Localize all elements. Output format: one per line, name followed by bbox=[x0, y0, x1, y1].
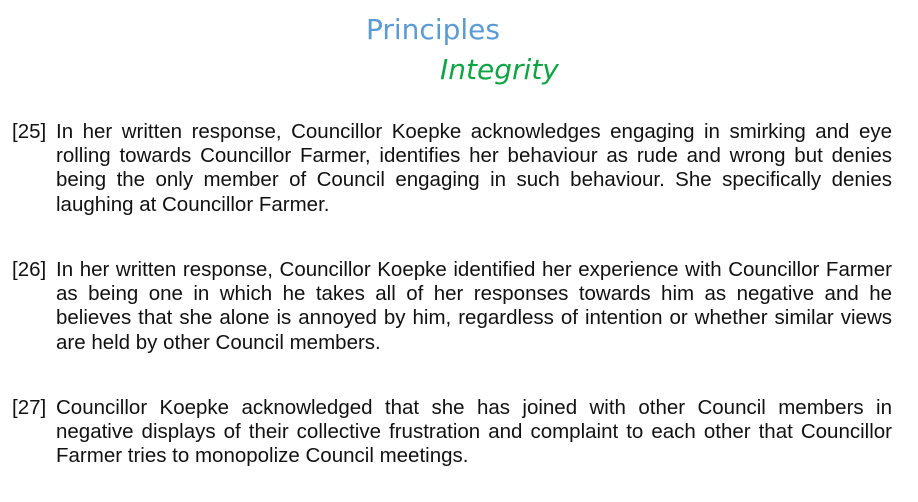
paragraph-26 bbox=[12, 258, 892, 355]
paragraph-27 bbox=[12, 396, 892, 469]
paragraph-text: In her written response, Councillor Koepke identified her experience with Councillor Farmer as being one in which he takes all of her responses towards him as negative and he believes that she alone is annoyed by him, regardless of intention or whether similar views are held by other Council members. bbox=[56, 258, 892, 354]
paragraph-number: [27] bbox=[12, 396, 47, 419]
paragraph-number: [25] bbox=[12, 120, 47, 143]
section-title: Principles bbox=[366, 13, 500, 46]
section-subtitle: Integrity bbox=[440, 53, 559, 86]
paragraph-25 bbox=[12, 120, 892, 217]
paragraph-number: [26] bbox=[12, 258, 47, 281]
paragraph-text: Councillor Koepke acknowledged that she has joined with other Council members in negative displays of their collective frustration and complaint to each other that Councillor Farmer tries to monopolize Council meetings. bbox=[56, 396, 892, 468]
paragraph-text: In her written response, Councillor Koepke acknowledges engaging in smirking and eye rolling towards Councillor Farmer, identifies her behaviour as rude and wrong but denies being the only member of Council engaging in such behaviour. She specifically denies laughing at Councillor Farmer. bbox=[56, 120, 892, 216]
